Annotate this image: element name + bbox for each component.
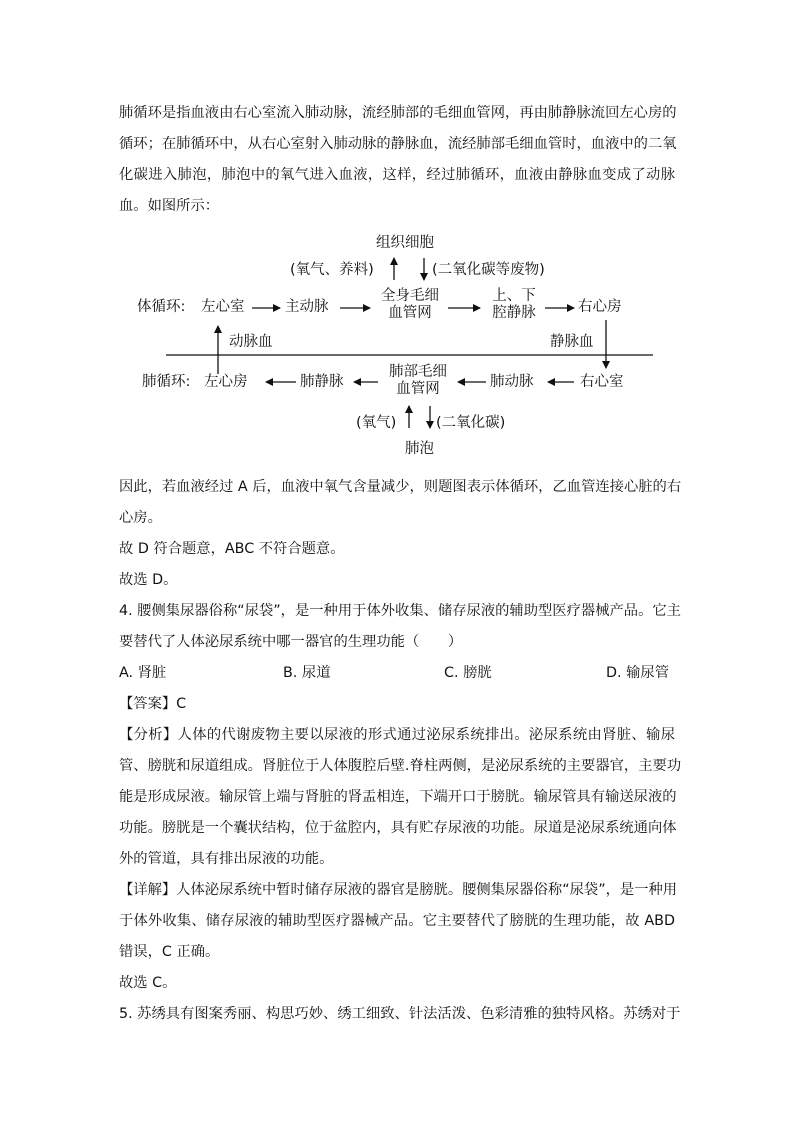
label-pulmonary-vein: 肺静脉 [300, 374, 344, 390]
label-oxygen: (氧气) [356, 415, 397, 431]
label-right-atrium: 右心房 [578, 299, 622, 315]
label-body-capillaries-line2: 血管网 [388, 305, 432, 321]
label-vena-cava [485, 288, 543, 322]
label-left-atrium: 左心房 [204, 374, 248, 390]
label-left-ventricle: 左心室 [201, 299, 245, 315]
question-stem-line: 要替代了人体泌尿系统中哪一器官的生理功能（ ） [119, 634, 463, 650]
text-line: 化碳进入肺泡，肺泡中的氧气进入血液，这样，经过肺循环，血液由静脉血变成了动脉 [119, 167, 675, 183]
label-alveoli: 肺泡 [405, 441, 434, 457]
option-c: C. 膀胱 [444, 665, 492, 681]
label-co2-waste: (二氧化碳等废物) [432, 262, 545, 278]
text-line: 能是形成尿液。输尿管上端与肾脏的肾盂相连，下端开口于膀胱。输尿管具有输送尿液的 [119, 789, 677, 805]
label-arterial-blood: 动脉血 [229, 334, 273, 350]
text-line: 于体外收集、储存尿液的辅助型医疗器械产品。它主要替代了膀胱的生理功能，故 ABD [119, 913, 675, 929]
text-line: 心房。 [119, 510, 162, 526]
text-line: 因此，若血液经过 A 后，血液中氧气含量减少，则题图表示体循环，乙血管连接心脏的右 [119, 479, 682, 495]
option-a: A. 肾脏 [119, 665, 167, 681]
label-vena-cava-line1: 上、下 [492, 288, 536, 304]
label-lung-capillaries-line1: 肺部毛细 [389, 364, 447, 380]
text-line: 血。如图所示： [119, 198, 220, 214]
question-5-stem: 5. 苏绣具有图案秀丽、构思巧妙、绣工细致、针法活泼、色彩清雅的独特风格。苏绣对于 [119, 1006, 681, 1022]
label-aorta: 主动脉 [285, 299, 329, 315]
label-vena-cava-line2: 腔静脉 [492, 305, 536, 321]
label-tissue-cells: 组织细胞 [376, 235, 434, 251]
text-line: 故选 D。 [119, 572, 178, 588]
text-line: 【详解】人体泌尿系统中暂时储存尿液的器官是膀胱。腰侧集尿器俗称“尿袋”，是一种用 [119, 882, 678, 898]
option-d: D. 输尿管 [606, 665, 669, 681]
label-pulmonary-artery: 肺动脉 [490, 374, 534, 390]
text-line: 故 D 符合题意，ABC 不符合题意。 [119, 541, 345, 557]
label-venous-blood: 静脉血 [550, 334, 594, 350]
label-body-capillaries [374, 288, 446, 322]
label-right-ventricle: 右心室 [580, 374, 624, 390]
label-systemic-circulation: 体循环: [137, 299, 186, 315]
label-carbon-dioxide: (二氧化碳) [436, 415, 506, 431]
text-line: 【分析】人体的代谢废物主要以尿液的形式通过泌尿系统排出。泌尿系统由肾脏、输尿 [119, 727, 675, 743]
question-stem-line: 4. 腰侧集尿器俗称“尿袋”，是一种用于体外收集、储存尿液的辅助型医疗器械产品。它主 [119, 603, 681, 619]
text-line: 循环；在肺循环中，从右心室射入肺动脉的静脉血，流经肺部毛细血管时，血液中的二氧 [119, 136, 677, 152]
text-line: 管、膀胱和尿道组成。肾脏位于人体腹腔后壁.脊柱两侧，是泌尿系统的主要器官，主要功 [119, 758, 682, 774]
text-line: 错误，C 正确。 [119, 944, 220, 960]
label-lung-capillaries-line2: 血管网 [396, 381, 440, 397]
final-answer-line: 故选 C。 [119, 975, 177, 991]
answer-line: 【答案】C [119, 696, 187, 712]
text-line: 外的管道，具有排出尿液的功能。 [119, 851, 334, 867]
text-line: 功能。膀胱是一个囊状结构，位于盆腔内，具有贮存尿液的功能。尿道是泌尿系统通向体 [119, 820, 677, 836]
option-b: B. 尿道 [283, 665, 331, 681]
label-lung-capillaries [382, 364, 454, 398]
circulation-diagram [130, 228, 660, 464]
label-oxygen-nutrients: (氧气、养料) [290, 262, 374, 278]
label-body-capillaries-line1: 全身毛细 [381, 288, 439, 304]
text-line: 肺循环是指血液由右心室流入肺动脉，流经肺部的毛细血管网，再由肺静脉流回左心房的 [119, 105, 677, 121]
label-pulmonary-circulation: 肺循环: [142, 374, 191, 390]
